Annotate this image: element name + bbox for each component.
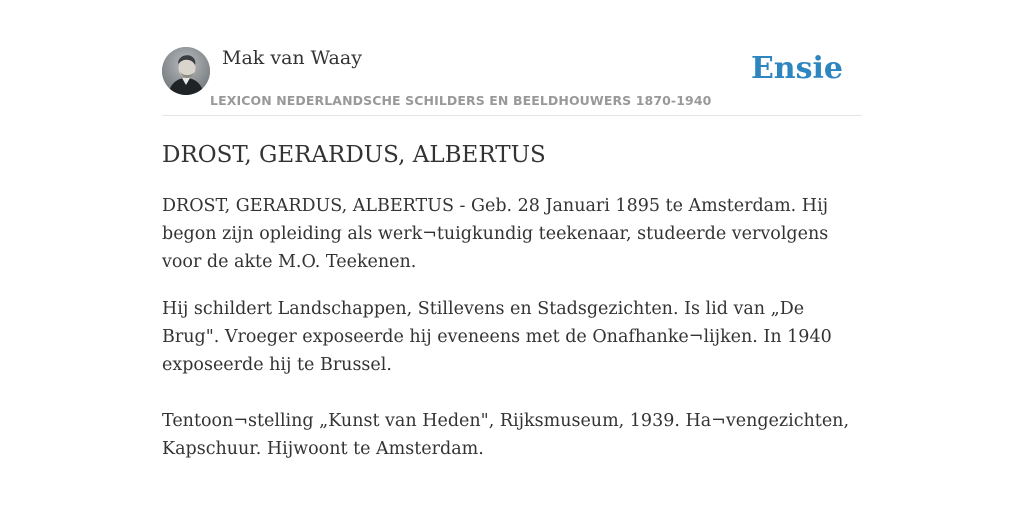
header-divider — [162, 115, 862, 116]
author-portrait-image — [162, 47, 210, 95]
article-paragraph: Tentoon¬stelling „Kunst van Heden", Rijksmuseum, 1939. Ha¬vengezichten, Kapschuur. Hijwoont te Amsterdam. — [162, 411, 850, 459]
avatar[interactable] — [162, 47, 210, 95]
article-card — [162, 0, 862, 512]
article-paragraph: DROST, GERARDUS, ALBERTUS - Geb. 28 Januari 1895 te Amsterdam. Hij begon zijn opleiding als werk¬tuigkundig teekenaar, studeerde vervolgens voor de akte M.O. Teekenen. — [162, 196, 829, 272]
article-title: DROST, GERARDUS, ALBERTUS — [162, 142, 546, 168]
ensie-logo[interactable]: Ensie — [750, 51, 843, 86]
article-header — [162, 0, 862, 116]
source-lexicon-link[interactable]: LEXICON NEDERLANDSCHE SCHILDERS EN BEELDHOUWERS 1870-1940 — [210, 93, 712, 108]
author-name-link[interactable]: Mak van Waay — [222, 47, 362, 69]
article-paragraph: Hij schildert Landschappen, Stillevens en Stadsgezichten. Is lid van „De Brug". Vroeger exposeerde hij eveneens met de Onafhanke¬lijken. In 1940 exposeerde hij te Brussel. — [162, 299, 832, 375]
